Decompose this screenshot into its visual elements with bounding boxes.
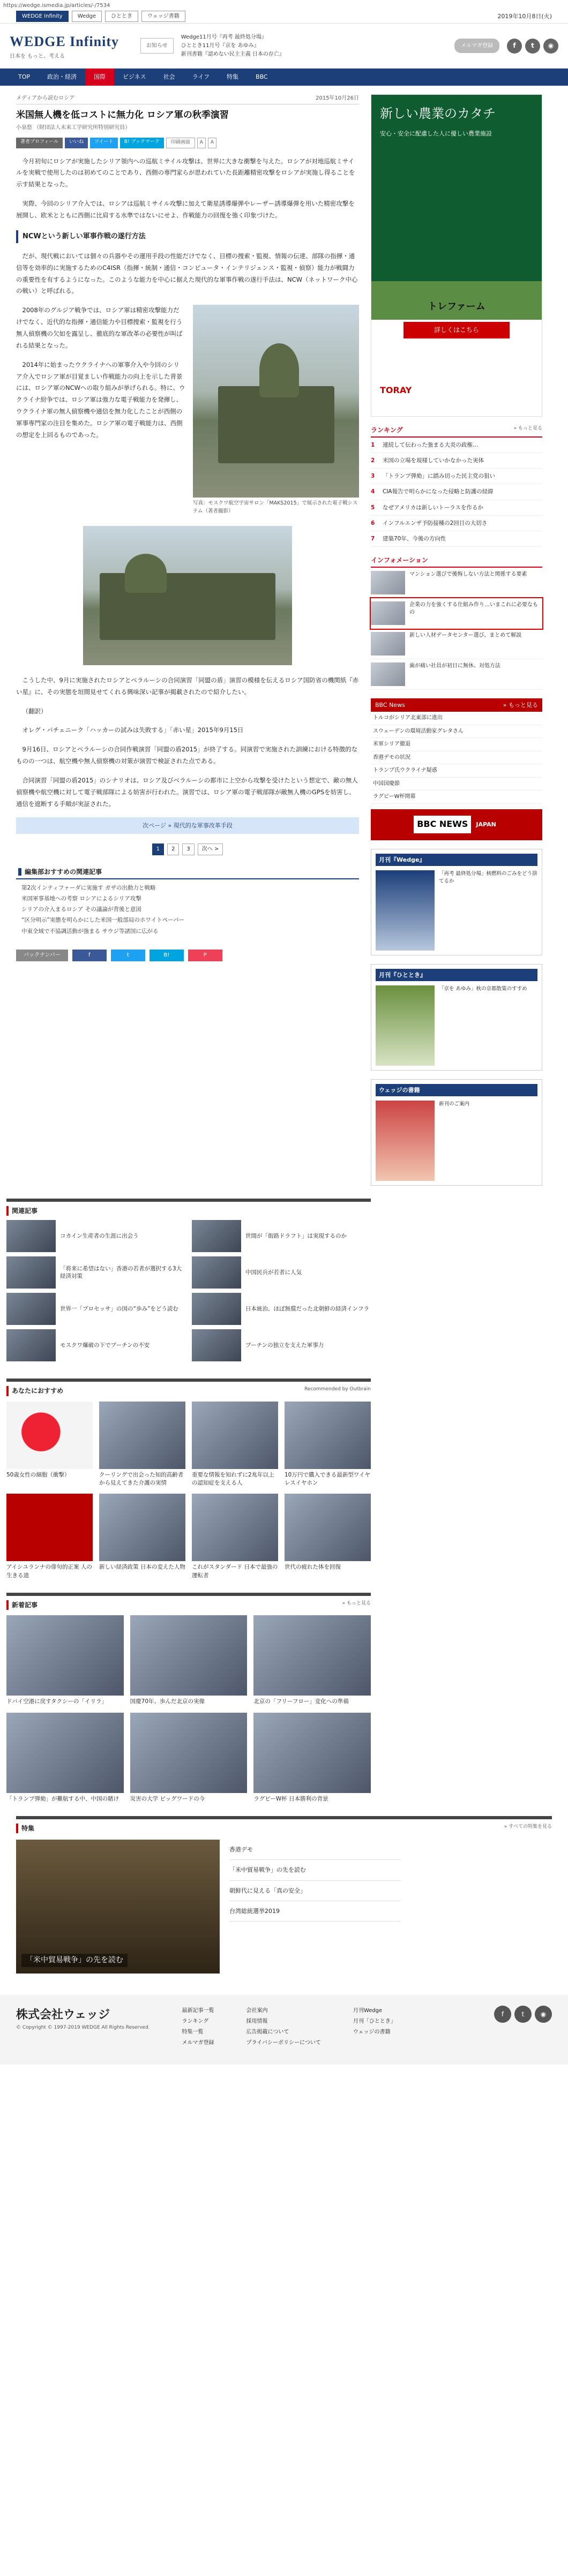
header-news-item[interactable]: 新刊書籍『認めない民主主義 日本の存亡』 xyxy=(181,51,285,57)
nav-life[interactable]: ライフ xyxy=(192,73,210,81)
info-item[interactable]: マンション選びで後悔しない方法と関係する要素 xyxy=(371,568,542,598)
twitter-icon[interactable]: t xyxy=(514,2006,532,2023)
footer-col-2 xyxy=(246,2006,321,2054)
page-2[interactable]: 2 xyxy=(167,843,179,855)
osusume-card[interactable]: 世代の疲れた体を回復 xyxy=(285,1494,371,1579)
books-box: ウェッジの書籍 新刊のご案内 xyxy=(371,1079,542,1186)
shincho-card[interactable]: 災害の大学 ビッグワードの今 xyxy=(130,1713,248,1803)
nav-feature[interactable]: 特集 xyxy=(227,73,239,81)
copyright: © Copyright © 1997-2019 WEDGE All Rights Reserved. xyxy=(16,2024,150,2030)
feature-image[interactable]: 「米中貿易戦争」の先を読む xyxy=(16,1840,220,1974)
newsletter-button[interactable]: メルマガ登録 xyxy=(454,39,499,54)
facebook-icon[interactable]: f xyxy=(494,2006,511,2023)
feature-item[interactable]: 朝鮮代に見える「真の安全」 xyxy=(229,1881,401,1901)
shincho-card[interactable]: ラグビーW杯 日本勝利の背景 xyxy=(253,1713,371,1803)
print-button[interactable]: 印刷画面 xyxy=(166,138,195,148)
osusume-card[interactable]: 50歳女性の細胞（衝撃） xyxy=(6,1402,93,1487)
pocket-share-icon[interactable]: P xyxy=(188,950,222,961)
share-bar xyxy=(16,138,359,148)
related-item[interactable]: “区分明示”実態を明らかにした米国一般部局のホワイトペーパー xyxy=(21,917,185,924)
kanren-grid xyxy=(6,1216,371,1366)
kanren-item[interactable]: モスクワ爆破の下でプーチンの不安 xyxy=(6,1329,185,1361)
info-list xyxy=(371,568,542,690)
footer-sns xyxy=(494,2006,552,2054)
shincho-card[interactable]: 国慶70年、歩んだ北京の実像 xyxy=(130,1615,248,1706)
bookmark-button[interactable]: B! ブックマーク xyxy=(120,138,164,148)
paragraph: 2008年のグルジア戦争では、ロシア軍は精密攻撃能力だけでなく、近代的な指揮・通信能力や目標捜索・監視を行う無人偵察機の欠如を露呈し、徹底的な軍改革の必要性が叫ばれる結果となった。 xyxy=(16,306,183,349)
bbc-more-link[interactable]: » もっと見る xyxy=(503,702,538,709)
kanren-item[interactable]: 日本統治、ほぼ無償だった北朝鮮の経済インフラ xyxy=(192,1293,371,1325)
hitotoki-box: 月刊『ひととき』 「京を あゆみ」秋の京都散策のすすめ xyxy=(371,964,542,1071)
article-author: 小泉悠 （財団法人未来工学研究所特別研究員） xyxy=(16,125,131,131)
paragraph: 2014年に始まったウクライナへの軍事介入や今回のシリア介入でロシア軍が目覚ましい作戦能力の向上を示した背景には、ロシア軍のNCWへの取り組みが挙げられる。特に、ウクライナ紛争では、ロシア軍は強力な電子戦能力を発揮し、ウクライナ軍の無人偵察機や通信を無力化したことが西側の軍事専門家の注目を集めた。ロシア軍の電子戦能力は、西側の想定を上回るものであった。 xyxy=(16,360,185,439)
ranking-item[interactable]: 7 建築70年、今後の方向性 xyxy=(371,531,542,547)
tab-wedge[interactable]: Wedge xyxy=(72,11,102,22)
twitter-share-icon[interactable]: t xyxy=(111,950,145,961)
ranking-item[interactable]: 4 CIA報告で明らかになった侵略と防護の経緯 xyxy=(371,484,542,500)
footer-col-3 xyxy=(353,2006,396,2054)
bbc-item[interactable]: 米軍シリア撤退 xyxy=(371,738,542,751)
footer-logo[interactable]: 株式会社ウェッジ xyxy=(16,2008,110,2022)
font-large-button[interactable]: A xyxy=(208,138,216,148)
url-bar[interactable]: https://wedge.ismedia.jp/articles/-/7534 xyxy=(0,0,568,10)
kanren-item[interactable]: コカイン生産者の生涯に出会う xyxy=(6,1220,185,1252)
bbc-item[interactable]: 香港デモの状況 xyxy=(371,751,542,765)
feature-heading: 特集 » すべての特集を見る xyxy=(16,1824,552,1834)
footer-link[interactable]: 特集一覧 xyxy=(182,2029,204,2036)
bbc-item[interactable]: トランプ氏ウクライナ疑惑 xyxy=(371,764,542,778)
paragraph: だが、現代戦においては個々の兵器やその運用手段の性能だけでなく、目標の捜索・監視、情報の伝達、部隊の指揮・通信等を効率的に実施するためのC4ISR（指揮・統制・通信・コンピュータ・インテリジェンス・監視・偵察）能力が戦闘力の重要性を有するようになった。このような能力を中心に据えた現代的な軍事作戦の遂行手法は、NCW（ネットワーク中心の戦い）と呼ばれる。 xyxy=(16,252,358,295)
nav-bbc[interactable]: BBC xyxy=(256,73,268,81)
rss-icon[interactable]: ◉ xyxy=(535,2006,552,2023)
osusume-card[interactable]: これがスタンダード 日本で最強の運転者 xyxy=(192,1494,278,1579)
facebook-share-icon[interactable]: f xyxy=(72,950,107,961)
header-news xyxy=(181,33,447,59)
info-item[interactable]: 新しい人材データセンター選び、まとめて解説 xyxy=(371,629,542,659)
article-column xyxy=(16,94,359,1186)
related-heading: 編集部おすすめの関連記事 xyxy=(16,866,359,879)
wedge-cover[interactable] xyxy=(376,870,435,951)
today-date: 2019年10月8日(火) xyxy=(497,12,552,20)
feature-block xyxy=(16,1840,552,1974)
article-title: 米国無人機を低コストに無力化 ロシア軍の秋季演習 xyxy=(16,109,229,120)
footer-link[interactable]: メルマガ登録 xyxy=(182,2040,214,2046)
source-citation: オレグ・パチェニーク「ハッカーの試みは失敗する」「赤い星」2015年9月15日 xyxy=(22,726,244,734)
header-sns xyxy=(507,39,558,54)
shincho-card[interactable]: 北京の「フリーフロー」変化への準備 xyxy=(253,1615,371,1706)
article-date: 2015年10月26日 xyxy=(316,95,359,101)
backnumber-bar xyxy=(16,950,359,961)
kanren-item[interactable]: プーチンの独立を支えた軍事力 xyxy=(192,1329,371,1361)
font-small-button[interactable]: A xyxy=(197,138,206,148)
hitotoki-cover[interactable] xyxy=(376,985,435,1066)
site-header xyxy=(0,24,568,69)
bbc-item[interactable]: ラグビーW杯開幕 xyxy=(371,790,542,804)
osusume-card[interactable]: 重要な情報を知れずに2兆年以上の認知症を支える人 xyxy=(192,1402,278,1487)
wedge-magazine-box: 月刊『Wedge』 「再考 最終処分場」核燃料のごみをどう捨てるか xyxy=(371,849,542,955)
twitter-icon[interactable]: t xyxy=(525,39,540,54)
kanren-heading: 関連記事 xyxy=(6,1206,371,1216)
article-category[interactable]: メディアから読むロシア xyxy=(16,95,75,101)
related-item[interactable]: 第2次インティファーダに実施す ガザの出動力と戦略 xyxy=(21,884,156,891)
osusume-heading: あなたにおすすめ Recommended by Outbrain xyxy=(6,1386,371,1396)
ranking-item[interactable]: 1 連続して伝わった強まる大炎の政権… xyxy=(371,438,542,453)
bbc-news-logo[interactable]: BBC NEWS JAPAN xyxy=(371,809,542,840)
farm-ad[interactable]: 新しい農業のカタチ 安心・安全に配慮した人に優しい農業施設 トレファーム 詳しくはこちら TORAY xyxy=(371,94,542,417)
shincho-more-link[interactable]: » もっと見る xyxy=(342,1600,371,1606)
site-tabs xyxy=(0,10,568,24)
page-next[interactable]: 次へ > xyxy=(198,843,223,855)
related-item[interactable]: 中東全域で不協調活動が強まる サウジ等諸国に広がる xyxy=(21,928,159,935)
osusume-grid xyxy=(6,1402,371,1580)
feature-more-link[interactable]: » すべての特集を見る xyxy=(504,1824,552,1829)
ranking-item[interactable]: 5 なぜアメリカは新しいトーラスを作るか xyxy=(371,500,542,516)
paragraph: こうした中、9月に実施されたロシアとベラルーシの合同演習「同盟の盾」演習の模様を伝えるロシア国防省の機関紙『赤い星』に、その実態を垣間見せてくれる興味深い記事が掲載されたので紹介したい。 xyxy=(16,676,359,696)
facebook-icon[interactable]: f xyxy=(507,39,522,54)
kanren-item[interactable]: 世界一「プロセッサ」の国の“歩み”をどう読む xyxy=(6,1293,185,1325)
footer-link[interactable]: 月刊Wedge xyxy=(353,2008,383,2014)
osusume-card[interactable]: 10万円で購入できる最新型ワイヤレスイヤホン xyxy=(285,1402,371,1487)
footer-link[interactable]: 月刊「ひととき」 xyxy=(353,2018,396,2025)
paragraph: 実際、今回のシリア介入では、ロシアは巡航ミサイル攻撃に加えて衛星誘導爆弾やレーザー誘導爆弾を用いた精密攻撃を展開し、欧米とともに西側に比肩する水準ではないにせよ、作戦能力の回復を強く印象づけた。 xyxy=(16,200,355,219)
tab-wedge-infinity[interactable]: WEDGE Infinity xyxy=(16,11,69,22)
nav-politics[interactable]: 政治・経済 xyxy=(47,73,77,81)
bbc-heading: BBC News » もっと見る xyxy=(371,698,542,712)
related-list xyxy=(21,883,359,937)
bbc-item[interactable]: スウェーデンの環境活動家グレタさん xyxy=(371,725,542,739)
figure-caption: 写真：モスクワ航空宇宙サロン「MAKS2015」で展示された電子戦システム（著者撮影） xyxy=(193,500,358,514)
footer-link[interactable]: プライバシーポリシーについて xyxy=(246,2040,321,2046)
nav-top[interactable]: TOP xyxy=(18,73,31,81)
bbc-item[interactable]: 中国国慶節 xyxy=(371,778,542,791)
bbc-item[interactable]: トルコがシリア北東部に進出 xyxy=(371,712,542,725)
rss-icon[interactable]: ◉ xyxy=(543,39,558,54)
footer-link[interactable]: 最新記事一覧 xyxy=(182,2008,214,2014)
related-item[interactable]: シリアの介入まるロシア その議論が背後と意図 xyxy=(21,906,141,913)
paragraph: 9月16日、ロシアとベラルーシの合同作戦演習「同盟の盾2015」が終了する。同演習で実施された訓練における特徴的なものの一つは、航空機や無人偵察機の対策が演習で検証された点である。 xyxy=(16,745,358,765)
tweet-button[interactable]: ツイート xyxy=(90,138,118,148)
farm-ad-button[interactable]: 詳しくはこちら xyxy=(403,322,510,338)
shincho-heading: 新着記事 » もっと見る xyxy=(6,1600,371,1610)
tab-hitotoki[interactable]: ひととき xyxy=(105,11,138,22)
ranking-heading: ランキング » もっと見る xyxy=(371,425,542,438)
footer-link[interactable]: 採用情報 xyxy=(246,2018,268,2025)
shincho-card[interactable]: ドバイ空港に戻すタクシーの「イリラ」 xyxy=(6,1615,124,1706)
shincho-grid xyxy=(6,1615,371,1803)
section-heading: NCWという新しい軍事作戦の遂行方法 xyxy=(16,230,359,243)
ranking-item[interactable]: 3 「トランプ弾劾」に踏み切った民主党の狙い xyxy=(371,469,542,484)
like-button[interactable]: いいね xyxy=(65,138,88,148)
photo-truck[interactable] xyxy=(83,526,292,665)
info-item[interactable]: 歯が痛い社員が初日に無休、対処方法 xyxy=(371,659,542,690)
site-footer xyxy=(0,1995,568,2065)
figure-ew-system xyxy=(193,305,359,517)
tab-books[interactable]: ウェッジ書籍 xyxy=(141,11,185,22)
ranking-item[interactable]: 2 米国の立場を現様していかなかった実体 xyxy=(371,453,542,469)
author-profile-button[interactable]: 著者プロフィール xyxy=(16,138,63,148)
header-news-item[interactable]: ひととき11月号『京を あゆみ』 xyxy=(181,42,259,49)
nav-international[interactable]: 国際 xyxy=(85,69,114,86)
ranking-list xyxy=(371,438,542,547)
nav-society[interactable]: 社会 xyxy=(163,73,175,81)
ranking-item[interactable]: 6 インフルエンザ予防接種の2回目の大切さ xyxy=(371,516,542,531)
osusume-card[interactable]: クーリングで出会った知的高齢者から見えてきた介護の実情 xyxy=(99,1402,185,1487)
feature-item[interactable]: 台湾総統選挙2019 xyxy=(229,1901,401,1922)
global-nav xyxy=(0,69,568,86)
sidebar xyxy=(371,94,542,1186)
osusume-card[interactable]: アイシユランナの俳句的正案 人の生きる道 xyxy=(6,1494,93,1579)
feature-item[interactable]: 「米中貿易戦争」の先を読む xyxy=(229,1860,401,1880)
photo-ew-system[interactable] xyxy=(193,305,359,498)
page-1[interactable]: 1 xyxy=(152,843,164,855)
toray-logo: TORAY xyxy=(380,385,412,395)
bbc-list xyxy=(371,712,542,804)
feature-item[interactable]: 香港デモ xyxy=(229,1840,401,1860)
book-cover[interactable] xyxy=(376,1101,435,1181)
paragraph: 今月初旬にロシアが実施したシリア領内への巡航ミサイル攻撃は、世界に大きな衝撃を与えた。ロシアが対地巡航ミサイルを実戦で使用したのは初めてのことであり、西側の専門家らが思われていた長距離精密攻撃をロシアが実施し得ることを示す結果となった。 xyxy=(16,157,355,189)
header-news-item[interactable]: Wedge11月号『再考 最終処分場』 xyxy=(181,34,267,40)
paragraph: 合同演習「同盟の盾2015」のシナリオは、ロシア及びベラルーシの都市に上空から攻撃を受けたという想定で、敵の無人偵察機や航空機に対して電子戦部隊による妨害が行われた。演習では、ロシア軍の電子戦部隊が敵無人機のGPSを妨害し、通信を遮断する手順が実証された。 xyxy=(16,776,358,808)
footer-link[interactable]: ランキング xyxy=(182,2018,209,2025)
page-3[interactable]: 3 xyxy=(182,843,194,855)
notice-button[interactable]: お知らせ xyxy=(140,38,174,54)
kanren-item[interactable]: 中国民兵が若者に人気 xyxy=(192,1256,371,1289)
feature-list xyxy=(229,1840,401,1974)
pagination xyxy=(16,843,359,855)
footer-col-1 xyxy=(182,2006,214,2054)
source-label: （翻訳） xyxy=(22,707,47,715)
related-item[interactable]: 米国軍事基地への考察 ロシアによるシリア攻撃 xyxy=(21,895,141,902)
footer-link[interactable]: 広告掲載について xyxy=(246,2029,289,2036)
kanren-item[interactable]: 世間が「街路ドラフト」は実現するのか xyxy=(192,1220,371,1252)
ranking-more-link[interactable]: » もっと見る xyxy=(513,426,542,431)
figure-truck xyxy=(83,526,292,665)
shincho-card[interactable]: 「トランプ弾劾」が難航する中、中国の賭け xyxy=(6,1713,124,1803)
footer-link[interactable]: 会社案内 xyxy=(246,2008,268,2014)
hatena-share-icon[interactable]: B! xyxy=(150,950,184,961)
nav-business[interactable]: ビジネス xyxy=(123,73,146,81)
footer-link[interactable]: ウェッジの書籍 xyxy=(353,2029,391,2036)
info-heading: インフォメーション xyxy=(371,555,542,568)
site-logo[interactable]: WEDGE Infinity 日本を もっと、考える xyxy=(10,33,119,59)
osusume-card[interactable]: 新しい経済政策 日本の変えた人物 xyxy=(99,1494,185,1579)
article-meta xyxy=(16,94,359,104)
info-item-highlighted[interactable]: 企業の力を強くする仕組み作り…いまこれに必要なもの xyxy=(371,598,542,629)
next-page-link[interactable]: 次ページ » 現代的な軍事改革手段 xyxy=(16,817,359,834)
kanren-item[interactable]: 「将来に希望はない」香港の若者が選択する3大経済対策 xyxy=(6,1256,185,1289)
backnumber-button[interactable]: バックナンバー xyxy=(16,950,68,961)
